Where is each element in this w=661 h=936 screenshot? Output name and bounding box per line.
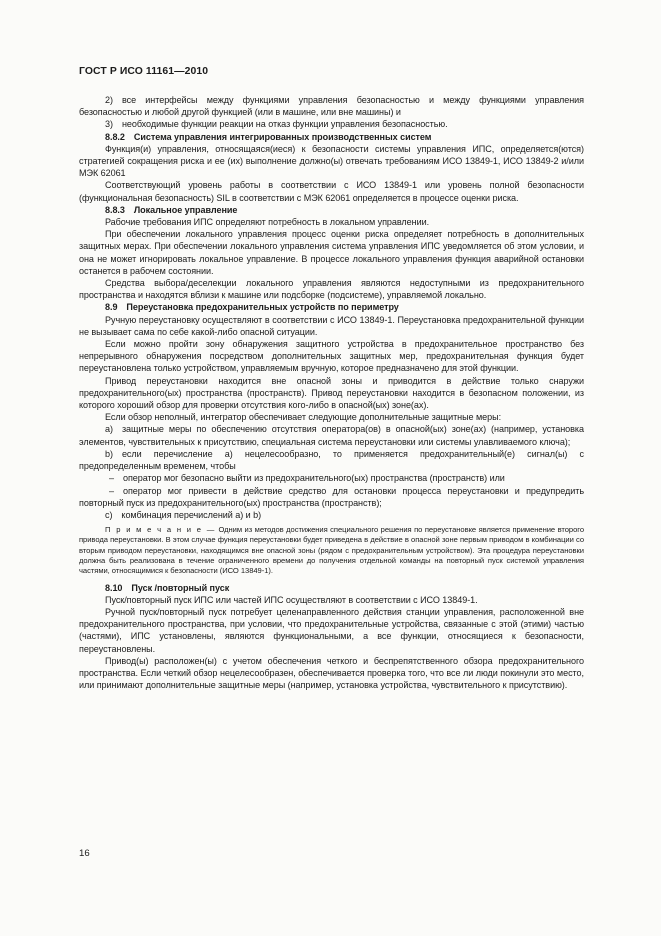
list-subitem: – оператор мог безопасно выйти из предохранительного(ых) пространства (пространств) или bbox=[109, 473, 505, 484]
paragraph: Если обзор неполный, интегратор обеспечивает следующие дополнительные защитные меры: bbox=[105, 412, 502, 423]
list-item-2: 2) все интерфейсы между функциями управления безопасностью и между функциями управления безопасностью и любой другой функцией (или в машине, или вне машины) и bbox=[79, 95, 584, 118]
paragraph: Привод переустановки находится вне опасной зоны и приводится в действие только снаружи предохранительного(ых) пространства (пространств). Привод переустановки находится в безопасном положении, из которого хороший обзор для проверки отсутствия кого-либо в опасной(ых) зоне(ах). bbox=[79, 375, 584, 411]
section-heading-8-8-3: 8.8.3 Локальное управление bbox=[105, 204, 238, 215]
paragraph: Привод(ы) расположен(ы) с учетом обеспечения четкого и беспрепятственного обзора предохранительного пространства. Если четкий обзор нецелесообразен, обеспечивается проверка того, что все ли люди покинули это место, или принимают дополнительные защитные меры (например, установка устройства, чувствительного к присутствию). bbox=[79, 655, 584, 691]
list-item-3: 3) необходимые функции реакции на отказ функции управления безопасностью. bbox=[105, 119, 448, 130]
list-item-c: c) комбинация перечислений а) и b) bbox=[105, 509, 262, 520]
page-number: 16 bbox=[79, 848, 90, 859]
note-label: П р и м е ч а н и е — bbox=[105, 525, 216, 535]
paragraph: Пуск/повторный пуск ИПС или частей ИПС осуществляют в соответствии с ИСО 13849-1. bbox=[105, 594, 478, 605]
paragraph: Ручной пуск/повторный пуск потребует целенаправленного действия станции управления, расположенной вне предохранительного пространства, при условии, что предохранительные устройства, связанные с этой (этими) частью (частями), ИПС установлены, являются функциональными, а все функции, относящиеся к безопасности, переустановлены. bbox=[79, 607, 584, 654]
paragraph: Функция(и) управления, относящаяся(иеся) к безопасности системы управления ИПС, определяется(ются) стратегией сокращения риска и ее (их) выполнение должно(ы) отвечать требованиям ИСО 13849-1, ИСО 13849-2 и/или МЭК 62061 bbox=[79, 143, 584, 179]
paragraph: Соответствующий уровень работы в соответствии с ИСО 13849-1 или уровень полной безопасности (функциональная безопасность) SIL в соответствии с МЭК 62061 определяется в процессе оценки риска. bbox=[79, 180, 584, 203]
section-heading-8-10: 8.10 Пуск /повторный пуск bbox=[105, 582, 230, 593]
section-heading-8-9: 8.9 Переустановка предохранительных устройств по периметру bbox=[105, 302, 399, 313]
note-text: Одним из методов достижения специального решения по переустановке является применение второго привода переустановки. В этом случае функция переустановки будет приведена в действие в опасной зоне первым приводом в комбинации со вторым приводом переустановки, находящимся вне опасной зоны (рядом с предохранительным устройством). Эта процедура переустановки должна быть реализована в течение ограниченного времени до получения отдельной команды на повторный пуск системой управления частями, относящимися к безопасности (ИСО 13849-1). bbox=[79, 525, 585, 576]
note-paragraph bbox=[79, 525, 584, 576]
paragraph: Ручную переустановку осуществляют в соответствии с ИСО 13849-1. Переустановка предохранительной функции не вызывает сама по себе какой-либо опасной ситуации. bbox=[79, 314, 584, 337]
list-item-a: a) защитные меры по обеспечению отсутствия оператора(ов) в опасной(ых) зоне(ах) (например, установка элементов, чувствительных к присутствию, специальная система переустановки или системы улавливаемого ключа); bbox=[79, 424, 584, 447]
document-header: ГОСТ Р ИСО 11161—2010 bbox=[79, 66, 209, 77]
document-body bbox=[79, 94, 584, 691]
list-item-b: b) если перечисление а) нецелесообразно, то применяется предохранительный(е) сигнал(ы) с предопределенным временем, чтобы bbox=[79, 448, 584, 472]
paragraph: При обеспечении локального управления процесс оценки риска определяет потребность в дополнительных защитных мерах. При обеспечении локального управления система управления ИПС уведомляется об этом условии, и она не может игнорировать локальное управление. В процессе локального управления функция аварийной остановки останется в рабочем состоянии. bbox=[79, 229, 584, 276]
list-subitem: – оператор мог привести в действие средство для остановки процесса переустановки и предупредить повторный пуск из предохранительного(ых) пространства (пространств); bbox=[79, 485, 584, 508]
section-heading-8-8-2: 8.8.2 Система управления интегрированных производственных систем bbox=[105, 131, 432, 142]
paragraph: Средства выбора/деселекции локального управления являются недоступными из предохранительного пространства и находятся вблизи к машине или подсборке (подсистеме), управляемой локально. bbox=[79, 278, 584, 301]
paragraph: Рабочие требования ИПС определяют потребность в локальном управлении. bbox=[105, 217, 430, 228]
paragraph: Если можно пройти зону обнаружения защитного устройства в предохранительное пространство без непрерывного обнаружения посредством дополнительных защитных мер, предохранительная функция будет переустановлена только устройством, управляемым вручную, которое предназначено для этой функции. bbox=[79, 339, 584, 374]
